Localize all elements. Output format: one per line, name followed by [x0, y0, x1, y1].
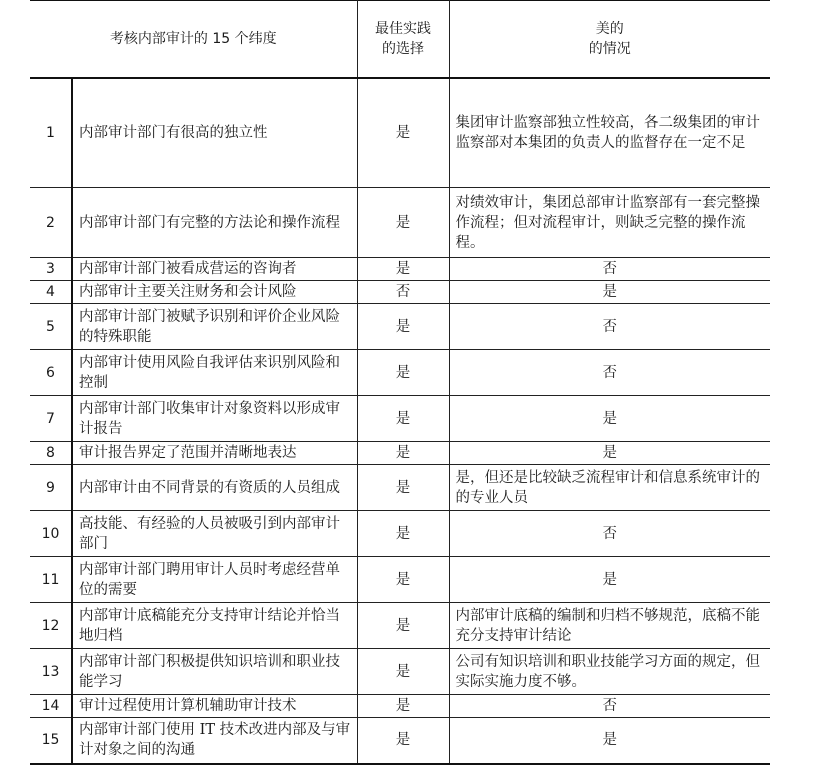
row-best-practice: 是	[357, 350, 449, 396]
row-number: 13	[30, 649, 72, 695]
table-row	[30, 511, 770, 557]
table-row	[30, 442, 770, 465]
row-number: 9	[30, 465, 72, 511]
row-situation: 否	[449, 258, 770, 281]
row-best-practice: 是	[357, 304, 449, 350]
row-situation: 是	[449, 281, 770, 304]
table-header	[30, 1, 770, 78]
row-number: 8	[30, 442, 72, 465]
table-body	[30, 78, 770, 764]
row-dimension: 内部审计部门有很高的独立性	[72, 78, 357, 188]
table-row	[30, 695, 770, 718]
table-row	[30, 396, 770, 442]
row-situation: 否	[449, 350, 770, 396]
row-number: 6	[30, 350, 72, 396]
header-situation-line1: 美的	[595, 20, 624, 37]
table-row	[30, 258, 770, 281]
row-dimension: 内部审计部门被赋予识别和评价企业风险的特殊职能	[72, 304, 357, 350]
row-number: 5	[30, 304, 72, 350]
audit-dimensions-table	[30, 0, 770, 765]
header-best-practice-line1: 最佳实践	[375, 20, 431, 37]
row-number: 15	[30, 718, 72, 764]
row-dimension: 审计过程使用计算机辅助审计技术	[72, 695, 357, 718]
row-situation: 否	[449, 511, 770, 557]
row-best-practice: 是	[357, 557, 449, 603]
row-dimension: 内部审计部门聘用审计人员时考虑经营单位的需要	[72, 557, 357, 603]
row-best-practice: 否	[357, 281, 449, 304]
table-row	[30, 78, 770, 188]
row-situation: 否	[449, 304, 770, 350]
header-dimension: 考核内部审计的 15 个纬度	[30, 1, 357, 78]
row-best-practice: 是	[357, 603, 449, 649]
row-dimension: 内部审计部门使用 IT 技术改进内部及与审计对象之间的沟通	[72, 718, 357, 764]
row-situation: 是	[449, 396, 770, 442]
table-row	[30, 350, 770, 396]
table-row	[30, 557, 770, 603]
row-dimension: 内部审计由不同背景的有资质的人员组成	[72, 465, 357, 511]
row-situation: 集团审计监察部独立性较高，各二级集团的审计监察部对本集团的负责人的监督存在一定不足	[449, 78, 770, 188]
row-dimension: 内部审计部门积极提供知识培训和职业技能学习	[72, 649, 357, 695]
row-number: 7	[30, 396, 72, 442]
row-situation: 是	[449, 718, 770, 764]
row-dimension: 内部审计使用风险自我评估来识别风险和控制	[72, 350, 357, 396]
row-best-practice: 是	[357, 442, 449, 465]
row-number: 10	[30, 511, 72, 557]
row-best-practice: 是	[357, 78, 449, 188]
header-situation-line2: 的情况	[588, 40, 631, 57]
row-number: 2	[30, 188, 72, 258]
row-best-practice: 是	[357, 396, 449, 442]
row-best-practice: 是	[357, 188, 449, 258]
row-dimension: 高技能、有经验的人员被吸引到内部审计部门	[72, 511, 357, 557]
row-dimension: 内部审计主要关注财务和会计风险	[72, 281, 357, 304]
row-best-practice: 是	[357, 511, 449, 557]
row-dimension: 内部审计部门有完整的方法论和操作流程	[72, 188, 357, 258]
row-dimension: 内部审计底稿能充分支持审计结论并恰当地归档	[72, 603, 357, 649]
table-row	[30, 304, 770, 350]
table-row	[30, 465, 770, 511]
table-row	[30, 718, 770, 764]
row-best-practice: 是	[357, 465, 449, 511]
row-number: 3	[30, 258, 72, 281]
table-row	[30, 281, 770, 304]
table-row	[30, 188, 770, 258]
row-situation: 公司有知识培训和职业技能学习方面的规定，但实际实施力度不够。	[449, 649, 770, 695]
row-best-practice: 是	[357, 718, 449, 764]
row-dimension: 内部审计部门被看成营运的咨询者	[72, 258, 357, 281]
header-best-practice	[357, 1, 449, 78]
row-situation: 否	[449, 695, 770, 718]
row-situation: 内部审计底稿的编制和归档不够规范，底稿不能充分支持审计结论	[449, 603, 770, 649]
row-dimension: 内部审计部门收集审计对象资料以形成审计报告	[72, 396, 357, 442]
row-number: 11	[30, 557, 72, 603]
header-situation	[449, 1, 770, 78]
row-best-practice: 是	[357, 258, 449, 281]
header-row	[30, 1, 770, 78]
row-situation: 是	[449, 442, 770, 465]
row-best-practice: 是	[357, 695, 449, 718]
row-number: 14	[30, 695, 72, 718]
row-situation: 是，但还是比较缺乏流程审计和信息系统审计的的专业人员	[449, 465, 770, 511]
row-situation: 是	[449, 557, 770, 603]
row-number: 1	[30, 78, 72, 188]
row-dimension: 审计报告界定了范围并清晰地表达	[72, 442, 357, 465]
row-number: 12	[30, 603, 72, 649]
table-row	[30, 603, 770, 649]
table-row	[30, 649, 770, 695]
row-number: 4	[30, 281, 72, 304]
header-best-practice-line2: 的选择	[382, 40, 424, 57]
row-situation: 对绩效审计，集团总部审计监察部有一套完整操作流程；但对流程审计，则缺乏完整的操作流程。	[449, 188, 770, 258]
row-best-practice: 是	[357, 649, 449, 695]
